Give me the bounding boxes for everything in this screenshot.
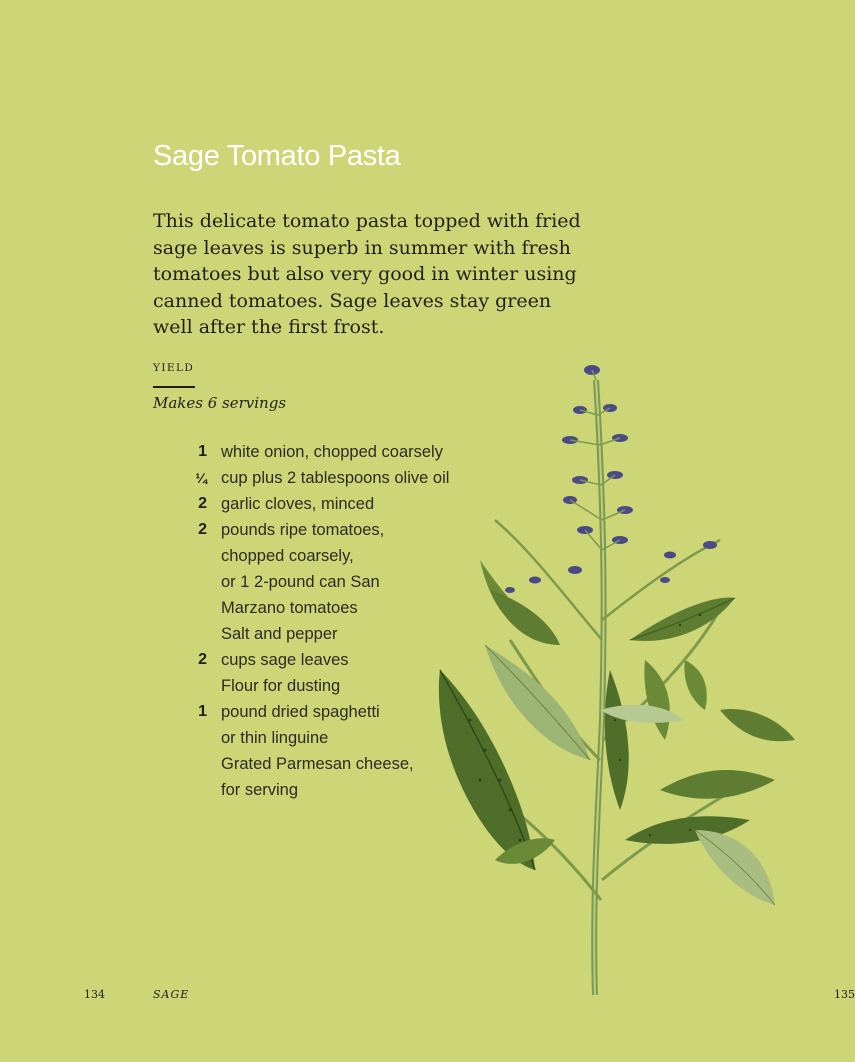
ingredient-line: Grated Parmesan cheese, bbox=[221, 755, 414, 773]
ingredient-line: for serving bbox=[221, 781, 299, 799]
ingredient-quantity: 2 bbox=[198, 521, 207, 538]
yield-divider bbox=[153, 386, 195, 388]
ingredient-line: pound dried spaghetti bbox=[221, 703, 380, 721]
ingredient-line: cups sage leaves bbox=[221, 651, 349, 669]
sage-plant-illustration-icon bbox=[420, 340, 820, 1015]
recipe-intro: This delicate tomato pasta topped with fried sage leaves is superb in summer with fresh tomatoes but also very good in winter using canned tomatoes. Sage leaves stay green well after the first frost. bbox=[153, 210, 581, 338]
ingredient-line: chopped coarsely, bbox=[221, 547, 354, 565]
yield-value: Makes 6 servings bbox=[153, 394, 287, 412]
ingredient-line: garlic cloves, minced bbox=[221, 495, 375, 513]
ingredient-line: white onion, chopped coarsely bbox=[221, 443, 443, 461]
ingredient-quantity: 1 bbox=[198, 443, 207, 460]
ingredient-line: pounds ripe tomatoes, bbox=[221, 521, 385, 539]
ingredient-quantity: 2 bbox=[198, 495, 207, 512]
ingredient-line: or 1 2-pound can San bbox=[221, 573, 380, 591]
page-number-left: 134 bbox=[84, 988, 105, 1001]
section-name: SAGE bbox=[153, 988, 190, 1001]
ingredient-line: Flour for dusting bbox=[221, 677, 341, 695]
ingredient-quantity: 2 bbox=[198, 651, 207, 668]
recipe-title: Sage Tomato Pasta bbox=[153, 140, 401, 172]
ingredient-line: or thin linguine bbox=[221, 729, 329, 747]
ingredient-quantity: ¼ bbox=[195, 470, 207, 486]
yield-label: YIELD bbox=[153, 362, 195, 374]
ingredient-line: Salt and pepper bbox=[221, 625, 338, 643]
ingredient-line: Marzano tomatoes bbox=[221, 599, 358, 617]
ingredient-line: cup plus 2 tablespoons olive oil bbox=[221, 469, 450, 487]
page-number-right: 135 bbox=[834, 988, 855, 1001]
ingredient-quantity: 1 bbox=[198, 703, 207, 720]
